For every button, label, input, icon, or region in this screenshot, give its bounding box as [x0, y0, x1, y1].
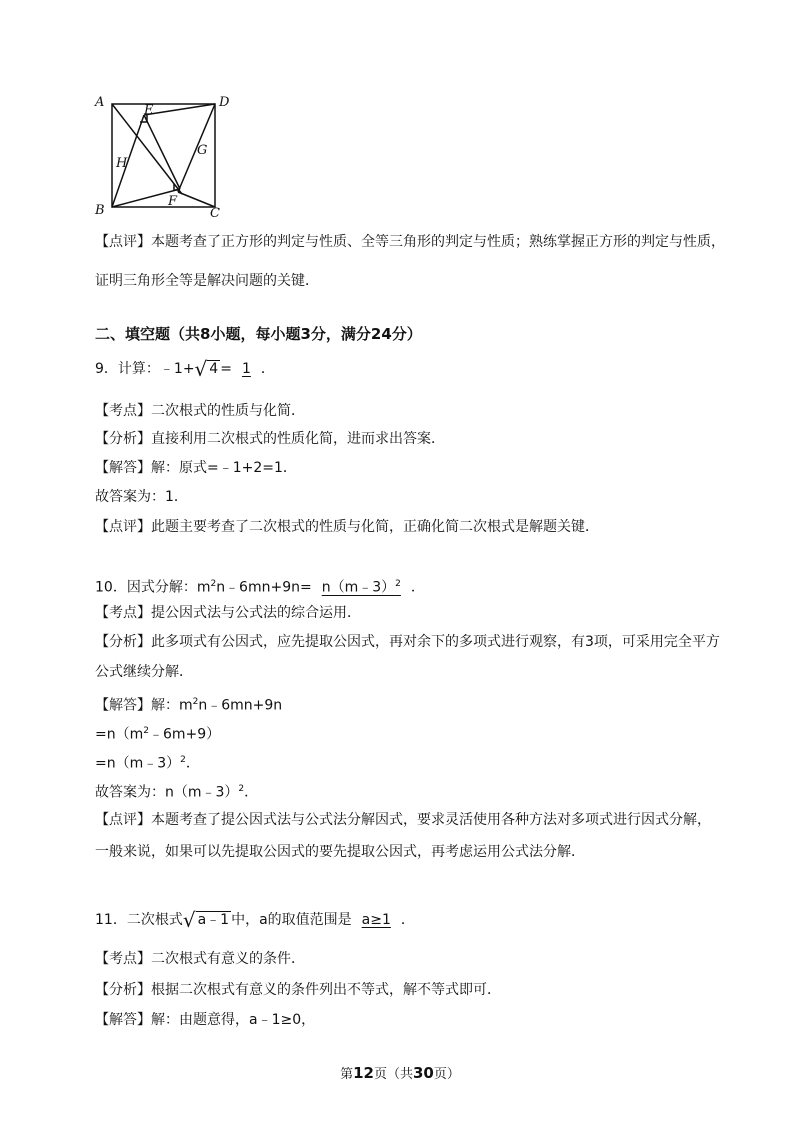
label-b: B	[95, 203, 105, 218]
q10-dianping1: 【点评】本题考查了提公因式法与公式法分解因式，要求灵活使用各种方法对多项式进行因式分解，	[95, 812, 711, 828]
q10-prefix: 10．因式分解：m	[95, 579, 211, 596]
page-total: 30	[413, 1064, 434, 1082]
q10-sup: 2	[210, 579, 217, 589]
q9-radicand: 4	[209, 361, 219, 377]
label-e: E	[144, 103, 154, 118]
q11-answer: a≥1	[361, 912, 391, 928]
sqrt-symbol: √ 4	[194, 357, 219, 381]
q11-kaodian: 【考点】二次根式有意义的条件．	[95, 951, 305, 967]
line-cf	[178, 192, 215, 207]
label-a: A	[95, 95, 105, 110]
q10-jieda: 【解答】解：$m^2n﹣6mn+9n$	[95, 697, 283, 714]
sqrt-symbol: √ a﹣1	[182, 908, 230, 932]
q10-question	[95, 574, 425, 598]
q10-dianping2: 一般来说，如果可以先提取公因式的要先提取公因式，再考虑运用公式法分解．	[95, 844, 585, 860]
q10-answer: n（m﹣3）$^2$	[321, 579, 401, 596]
q9-eq: =	[220, 361, 232, 377]
q9-kaodian: 【考点】二次根式的性质与化简．	[95, 403, 305, 419]
q9-fenxi: 【分析】直接利用二次根式的性质化简，进而求出答案．	[95, 431, 445, 447]
q10-step1: $=n(m^2﹣6m+9)$	[95, 726, 221, 743]
q8-comment-line1: 【点评】本题考查了正方形的判定与性质、全等三角形的判定与性质；熟练掌握正方形的判定与性质，	[95, 234, 725, 250]
page-footer: 第12页（共30页）	[340, 1064, 460, 1082]
q9-answer-line: 故答案为：1．	[95, 489, 188, 505]
q11-prefix: 11．二次根式	[95, 912, 183, 928]
q9-jieda: 【解答】解：原式=﹣1+2=1．	[95, 460, 297, 476]
q10-kaodian: 【考点】提公因式法与公式法的综合运用．	[95, 605, 361, 621]
label-h: H	[116, 156, 128, 171]
section-title: 二、填空题（共8小题，每小题3分，满分24分）	[95, 325, 422, 343]
q9-dianping: 【点评】此题主要考查了二次根式的性质与化简，正确化简二次根式是解题关键．	[95, 519, 599, 535]
q9-question	[95, 359, 275, 379]
square-geometry-figure	[90, 92, 240, 227]
q9-end: ．	[260, 361, 275, 377]
q10-mid: n﹣6mn+9n=	[216, 579, 312, 596]
q9-prefix: 9．计算：﹣1+	[95, 361, 195, 377]
label-c: C	[210, 206, 220, 221]
q11-mid: 中，a的取值范围是	[231, 912, 352, 928]
q11-fenxi: 【分析】根据二次根式有意义的条件列出不等式，解不等式即可．	[95, 982, 501, 998]
label-d: D	[219, 95, 230, 110]
q10-answer-line: 故答案为：n（m﹣3）$^2$．	[95, 784, 259, 801]
q10-end: ．	[410, 579, 425, 596]
q11-radicand: a﹣1	[197, 912, 230, 928]
line-de	[144, 104, 215, 115]
q10-fenxi1: 【分析】此多项式有公因式，应先提取公因式，再对余下的多项式进行观察，有3项，可采用完全平方	[95, 634, 720, 650]
label-f: F	[168, 194, 178, 209]
q11-question	[95, 910, 415, 930]
q8-comment-line2: 证明三角形全等是解决问题的关键．	[95, 273, 319, 289]
q11-end: ．	[400, 912, 415, 928]
q11-jieda: 【解答】解：由题意得，a﹣1≥0，	[95, 1012, 316, 1028]
q10-step2: =n（m﹣3）$^2$．	[95, 755, 200, 772]
label-g: G	[197, 143, 208, 158]
q9-answer: 1	[241, 361, 251, 377]
q10-fenxi2: 公式继续分解．	[95, 664, 193, 680]
page-number: 12	[353, 1064, 374, 1082]
